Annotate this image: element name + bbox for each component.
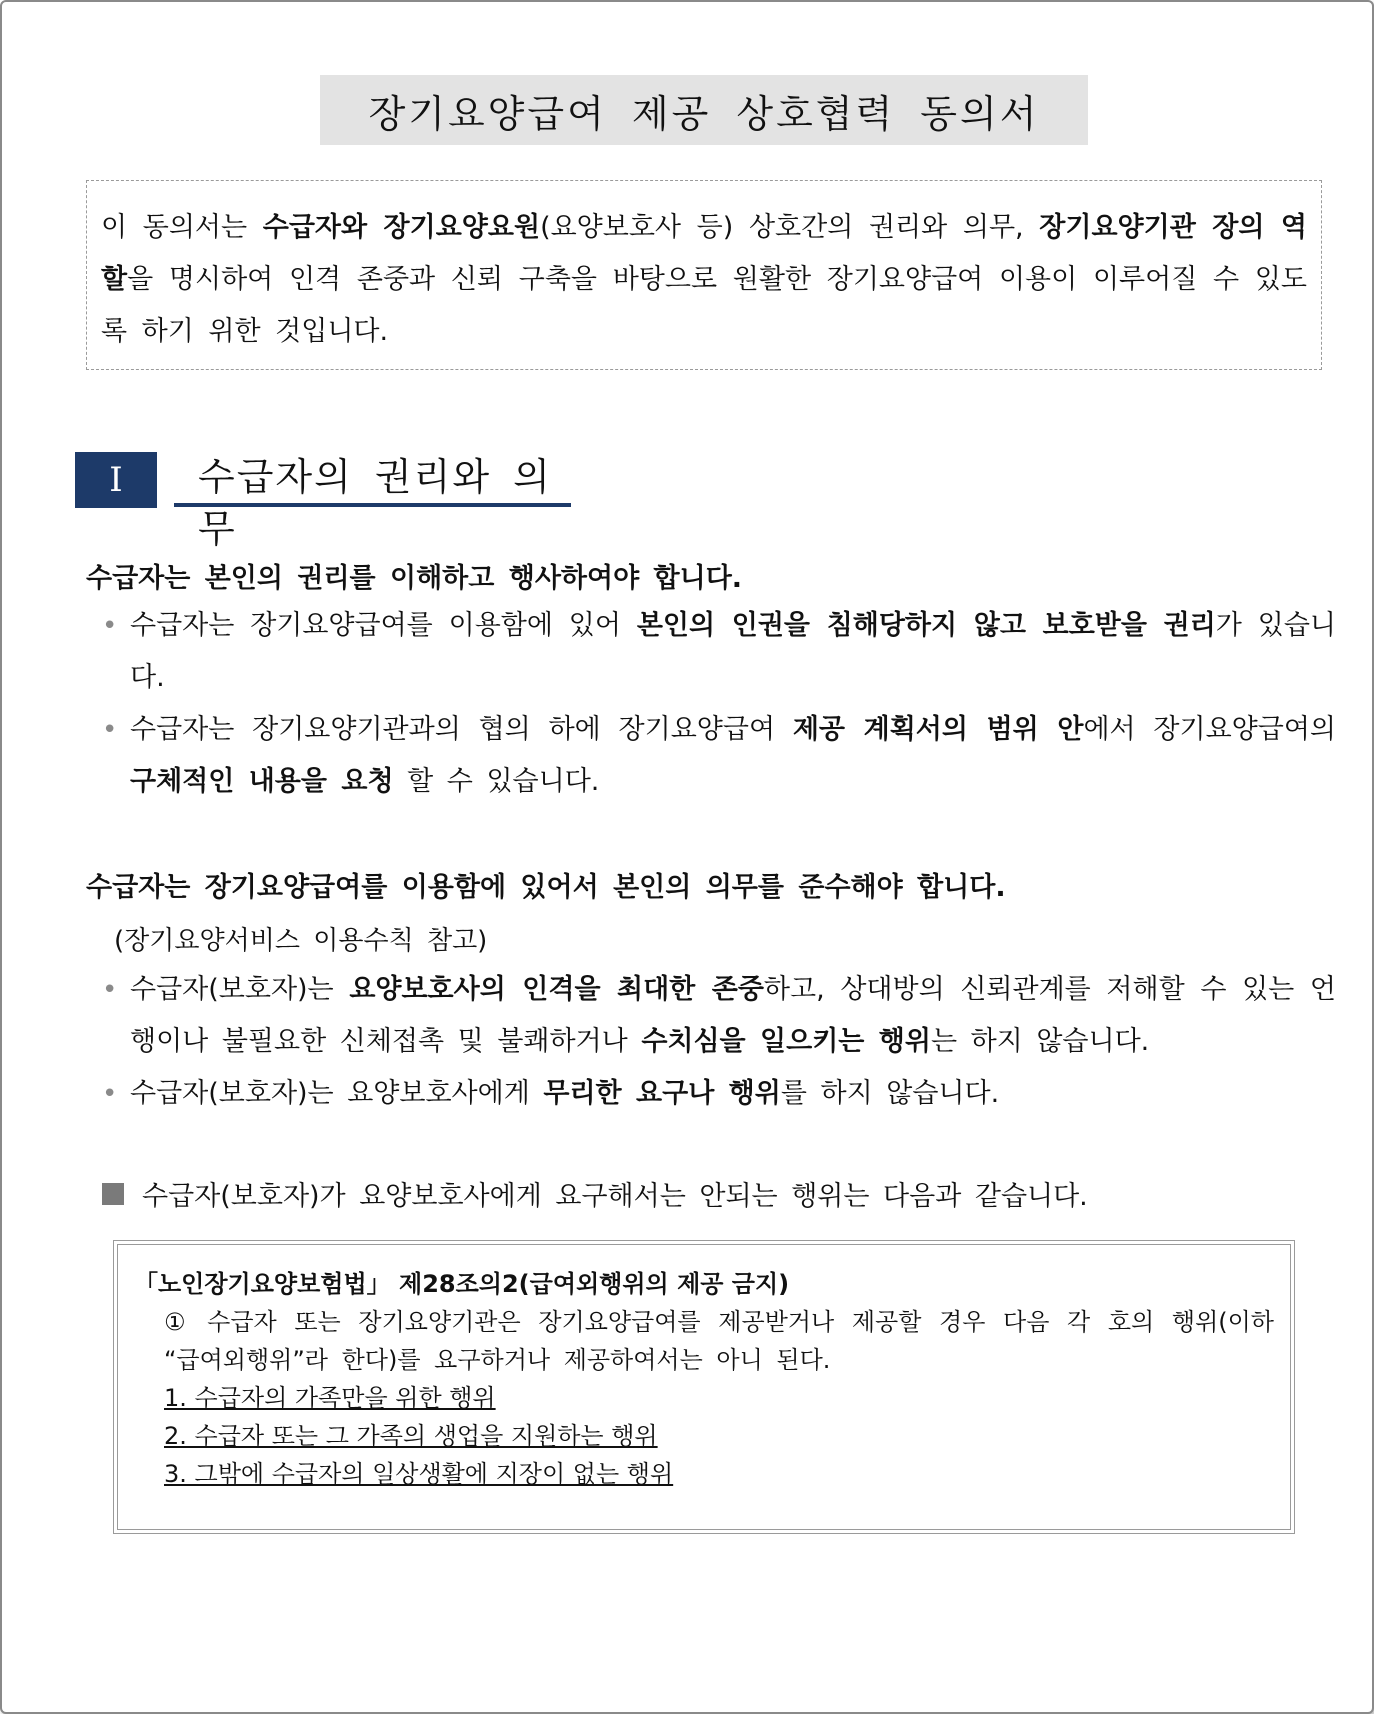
rights-b2-text-1: 수급자는 장기요양기관과의 협의 하에 장기요양급여 xyxy=(130,714,793,745)
duties-b1-bold-1: 요양보호사의 인격을 최대한 존중 xyxy=(349,974,764,1005)
rights-b2-text-2: 에서 장기요양급여의 xyxy=(1083,714,1336,745)
prohibited-intro-text: 수급자(보호자)가 요양보호사에게 요구해서는 안되는 행위는 다음과 같습니다. xyxy=(142,1181,1088,1212)
law-box-inner xyxy=(117,1244,1291,1530)
intro-text-2: (요양보호사 등) 상호간의 권리와 의무, xyxy=(540,212,1040,243)
law-item xyxy=(134,1417,1274,1455)
bullet-dot-icon: • xyxy=(102,715,118,745)
rights-bullet-1 xyxy=(102,600,1336,704)
law-text: ① 수급자 또는 장기요양기관은 장기요양급여를 제공받거나 제공할 경우 다음 각 호의 행위(이하 “급여외행위”라 한다)를 요구하거나 제공하여서는 아니 된다. xyxy=(164,1308,1274,1374)
rights-b2-text-3: 할 수 있습니다. xyxy=(393,766,600,797)
law-item xyxy=(134,1455,1274,1493)
duties-b1-bold-2: 수치심을 일으키는 행위 xyxy=(641,1026,931,1057)
bullet-dot-icon: • xyxy=(102,1079,118,1109)
document-title-text: 장기요양급여 제공 상호협력 동의서 xyxy=(368,91,1040,136)
duties-bullet-1 xyxy=(102,964,1336,1068)
square-bullet-icon xyxy=(102,1183,124,1205)
rights-b2-bold-2: 구체적인 내용을 요청 xyxy=(130,766,394,797)
duties-b1-text-2: 하고, 상대방의 신뢰관계를 저해할 수 있는 언행이나 불필요한 신체접촉 및 불쾌하거나 xyxy=(130,974,1336,1057)
duties-b2-text-2: 를 하지 않습니다. xyxy=(780,1078,1000,1109)
duties-bullet-2 xyxy=(102,1068,1336,1120)
duties-b1-text-1: 수급자(보호자)는 xyxy=(130,974,350,1005)
bullet-dot-icon: • xyxy=(102,975,118,1005)
rights-bullet-2 xyxy=(102,704,1336,808)
duties-note: (장기요양서비스 이용수칙 참고) xyxy=(114,926,488,956)
rights-b2-bold-1: 제공 계획서의 범위 안 xyxy=(792,714,1084,745)
intro-text-1: 이 동의서는 xyxy=(101,212,263,243)
rights-lead: 수급자는 본인의 권리를 이해하고 행사하여야 합니다. xyxy=(86,563,743,594)
intro-bold-1: 수급자와 장기요양요원 xyxy=(262,212,541,243)
duties-b1-text-3: 는 하지 않습니다. xyxy=(930,1026,1150,1057)
duties-b2-text-1: 수급자(보호자)는 요양보호사에게 xyxy=(130,1078,544,1109)
rights-b1-bold-1: 본인의 인권을 침해당하지 않고 보호받을 권리 xyxy=(636,610,1216,641)
duties-b2-bold-1: 무리한 요구나 행위 xyxy=(543,1078,781,1109)
rights-b1-text-1: 수급자는 장기요양급여를 이용함에 있어 xyxy=(130,610,637,641)
law-title: 「노인장기요양보험법」 제28조의2(급여외행위의 제공 금지) xyxy=(134,1270,790,1298)
law-item-text: 1. 수급자의 가족만을 위한 행위 xyxy=(164,1384,496,1412)
duties-lead: 수급자는 장기요양급여를 이용함에 있어서 본인의 의무를 준수해야 합니다. xyxy=(86,872,1006,903)
section-title-text: 수급자의 권리와 의무 xyxy=(198,455,552,551)
law-box xyxy=(113,1240,1295,1534)
intro-text-3: 을 명시하여 인격 존중과 신뢰 구축을 바탕으로 원활한 장기요양급여 이용이 이루어질 수 있도록 하기 위한 것입니다. xyxy=(101,264,1307,347)
section-title xyxy=(174,451,571,551)
law-item-text: 3. 그밖에 수급자의 일상생활에 지장이 없는 행위 xyxy=(164,1460,674,1488)
section-number: I xyxy=(109,460,123,500)
law-item xyxy=(134,1379,1274,1417)
document-title xyxy=(320,75,1088,145)
bullet-dot-icon: • xyxy=(102,611,118,641)
intro-box xyxy=(86,180,1322,370)
section-number-badge xyxy=(75,452,157,508)
prohibited-intro xyxy=(102,1174,1088,1213)
intro-bold-2: 장기요양기관 장의 역할 xyxy=(101,212,1307,295)
rights-b1-text-2: 가 있습니다. xyxy=(130,610,1336,693)
law-item-text: 2. 수급자 또는 그 가족의 생업을 지원하는 행위 xyxy=(164,1422,658,1450)
